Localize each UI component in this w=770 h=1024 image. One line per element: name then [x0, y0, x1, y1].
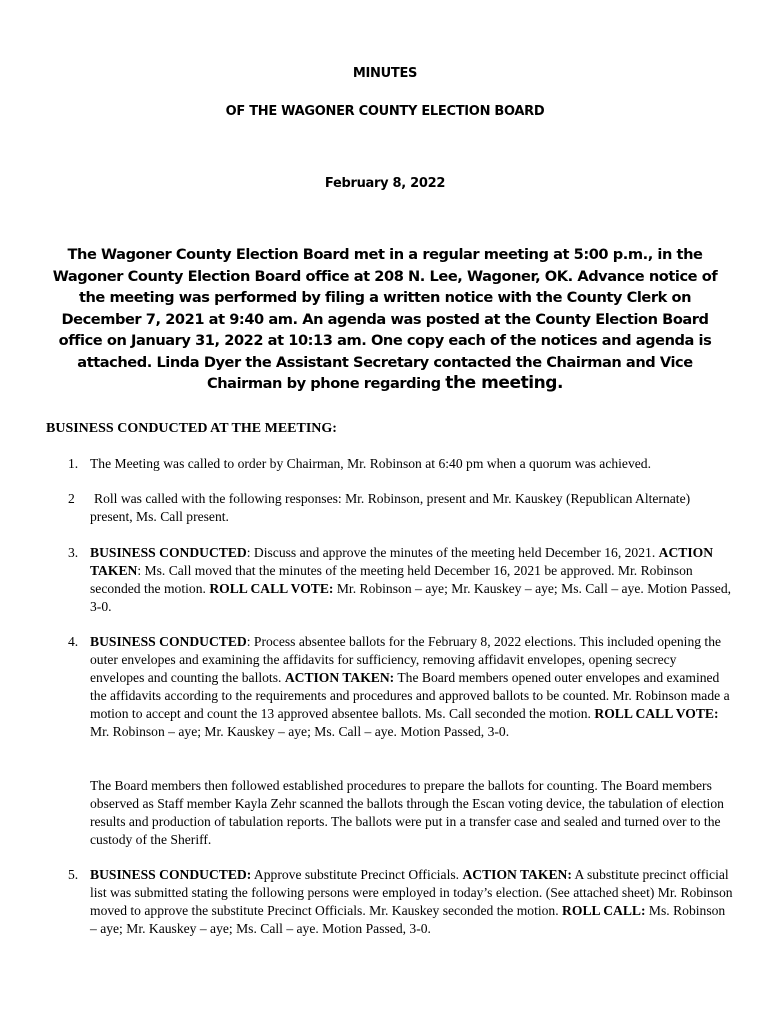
intro-tail: the meeting. — [445, 373, 564, 393]
roll-call-text: Mr. Robinson – aye; Mr. Kauskey – aye; Ms. Call – aye. Motion Passed, 3-0. — [90, 581, 732, 614]
item-number: 3. — [68, 545, 79, 560]
item-number: 5. — [68, 867, 79, 882]
business-conducted-text: : Process absentee ballots for the February 8, 2022 elections. This included opening the outer envelopes and examining the affidavits for sufficiency, removing affidavit envelopes, opening secrecy envelopes and counting the ballots. — [90, 634, 722, 685]
item-number: 1. — [68, 456, 79, 471]
action-taken-text: : Ms. Call moved that the minutes of the meeting held December 16, 2021 be approved. Mr. Robinson seconded the motion. — [90, 563, 693, 596]
meeting-date: February 8, 2022 — [324, 176, 446, 191]
list-item-5 — [68, 866, 733, 938]
action-taken-text: A substitute precinct official list was submitted stating the following persons were employed in today’s election. (See attached sheet) Mr. Robinson moved to approve the substitute Precinct Officials. Mr. Kauskey seconded the motion. — [90, 867, 733, 918]
roll-call-text: Ms. Robinson – aye; Mr. Kauskey – aye; Ms. Call – aye. Motion Passed, 3-0. — [90, 903, 726, 936]
roll-call-label: ROLL CALL: — [562, 903, 646, 918]
section-title: BUSINESS CONDUCTED AT THE MEETING: — [46, 421, 337, 436]
list-item-4 — [68, 633, 733, 741]
intro-paragraph — [48, 244, 722, 395]
item-number: 2 — [68, 491, 75, 506]
item-body — [90, 455, 733, 473]
business-conducted-label: BUSINESS CONDUCTED: — [90, 867, 252, 882]
item-text: The Meeting was called to order by Chairman, Mr. Robinson at 6:40 pm when a quorum was achieved. — [90, 456, 651, 471]
roll-call-label: ROLL CALL VOTE: — [209, 581, 334, 596]
action-taken-text: The Board members opened outer envelopes and examined the affidavits according to the requirements and procedures and approved ballots to be counted. Mr. Robinson made a motion to accept and count the 13 approved absentee ballots. Ms. Call seconded the motion. — [90, 670, 730, 721]
item-body — [90, 633, 733, 741]
item-4-followup-paragraph: The Board members then followed established procedures to prepare the ballots for counting. The Board members observed as Staff member Kayla Zehr scanned the ballots through the Escan voting device, the tabulation of election results and production of tabulation reports. The ballots were put in a transfer case and sealed and turned over to the custody of the Sheriff. — [90, 778, 724, 847]
document-subtitle: OF THE WAGONER COUNTY ELECTION BOARD — [225, 104, 545, 119]
business-conducted-label: BUSINESS CONDUCTED — [90, 634, 247, 649]
business-conducted-text: : Discuss and approve the minutes of the meeting held December 16, 2021. — [246, 545, 656, 560]
roll-call-label: ROLL CALL VOTE: — [594, 706, 719, 721]
item-body — [90, 544, 733, 616]
action-taken-label: ACTION TAKEN: — [462, 867, 572, 882]
list-item-3 — [68, 544, 733, 616]
business-conducted-label: BUSINESS CONDUCTED — [90, 545, 247, 560]
roll-call-text: Mr. Robinson – aye; Mr. Kauskey – aye; Ms. Call – aye. Motion Passed, 3-0. — [90, 724, 510, 739]
business-conducted-text: Approve substitute Precinct Officials. — [251, 867, 460, 882]
item-body — [90, 866, 733, 938]
list-item-1 — [68, 455, 733, 473]
item-number: 4. — [68, 634, 79, 649]
intro-text: The Wagoner County Election Board met in a regular meeting at 5:00 p.m., in the Wagoner County Election Board office at 208 N. Lee, Wagoner, OK. Advance notice of the meeting was performed by filing a written notice with the County Clerk on December 7, 2021 at 9:40 am. An agenda was posted at the County Election Board office on January 31, 2022 at 10:13 am. One copy each of the notices and agenda is attached. Linda Dyer the Assistant Secretary contacted the Chairman and Vice Chairman by phone regarding — [52, 246, 718, 392]
document-title: MINUTES — [352, 66, 418, 81]
item-text: Roll was called with the following responses: Mr. Robinson, present and Mr. Kauskey (Republican Alternate) present, Ms. Call present. — [90, 491, 691, 524]
item-body — [90, 490, 733, 526]
list-item-2 — [68, 490, 733, 526]
action-taken-label: ACTION TAKEN — [90, 545, 714, 578]
action-taken-label: ACTION TAKEN: — [284, 670, 395, 685]
